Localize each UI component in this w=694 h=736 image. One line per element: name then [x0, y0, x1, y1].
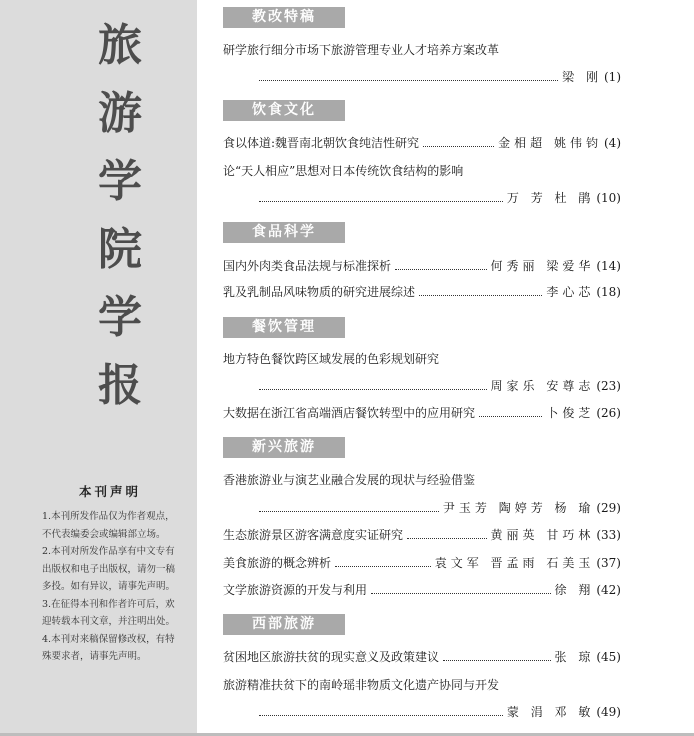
article-title[interactable]: 乳及乳制品风味物质的研究进展综述 — [223, 285, 416, 299]
article-page: (4) — [604, 136, 621, 150]
article-title[interactable]: 研学旅行细分市场下旅游管理专业人才培养方案改革 — [223, 43, 500, 57]
leader-dots — [259, 714, 503, 716]
section-header: 食品科学 — [223, 222, 345, 243]
article-entry[interactable] — [223, 257, 621, 275]
article-entry[interactable] — [255, 499, 621, 517]
article-title[interactable]: 大数据在浙江省高端酒店餐饮转型中的应用研究 — [223, 406, 476, 420]
notice-title: 本刊声明 — [78, 484, 141, 499]
article-entry[interactable] — [223, 581, 621, 599]
article-authors: 何秀丽 梁爱华 — [490, 259, 595, 273]
leader-dots — [259, 388, 487, 390]
leader-dots — [371, 592, 551, 594]
leader-dots — [335, 565, 431, 567]
article-page: (37) — [596, 556, 621, 570]
notice-list — [42, 508, 188, 666]
leader-dots — [259, 510, 439, 512]
article-entry[interactable] — [223, 404, 621, 422]
article-title[interactable]: 香港旅游业与演艺业融合发展的现状与经验借鉴 — [223, 473, 476, 487]
article-page: (29) — [596, 501, 621, 515]
section-header: 西部旅游 — [223, 614, 345, 635]
article-entry[interactable] — [223, 526, 621, 544]
article-page: (49) — [596, 705, 621, 719]
article-title[interactable]: 论“天人相应”思想对日本传统饮食结构的影响 — [223, 164, 464, 178]
table-of-contents — [197, 0, 694, 736]
article-page: (26) — [596, 406, 621, 420]
notice-line: 出版权和电子出版权，请勿一稿 — [42, 563, 176, 575]
article-entry[interactable] — [223, 283, 621, 301]
article-title-line[interactable] — [223, 41, 621, 59]
article-authors: 卜俊芝 — [546, 406, 595, 420]
leader-dots — [419, 294, 542, 296]
article-entry[interactable] — [223, 648, 621, 666]
journal-name-char: 游 — [98, 88, 142, 139]
journal-name-char: 学 — [98, 292, 142, 343]
article-authors: 蒙 涓 邓 敏 — [506, 705, 595, 719]
leader-dots — [443, 659, 551, 661]
article-authors: 万 芳 杜 鹃 — [506, 191, 595, 205]
leader-dots — [423, 145, 494, 147]
section-header: 教改特稿 — [223, 7, 345, 28]
article-authors: 李心芯 — [546, 285, 595, 299]
article-page: (33) — [596, 528, 621, 542]
article-page: (42) — [596, 583, 621, 597]
article-title[interactable]: 生态旅游景区游客满意度实证研究 — [223, 528, 404, 542]
article-page: (1) — [604, 70, 621, 84]
journal-name-char: 学 — [98, 156, 142, 207]
article-page: (14) — [596, 259, 621, 273]
article-authors: 徐 翔 — [554, 583, 595, 597]
article-title[interactable]: 国内外肉类食品法规与标准探析 — [223, 259, 392, 273]
sidebar-panel — [0, 0, 197, 736]
leader-dots — [259, 79, 558, 81]
article-entry[interactable] — [223, 134, 621, 152]
article-title[interactable]: 美食旅游的概念辨析 — [223, 556, 332, 570]
notice-line: 4.本刊对来稿保留修改权，有特 — [42, 633, 175, 645]
notice-line: 迎转载本刊文章，并注明出处。 — [42, 616, 176, 627]
article-title[interactable]: 地方特色餐饮跨区域发展的色彩规划研究 — [223, 352, 440, 366]
article-title-line[interactable] — [223, 162, 621, 180]
notice-line: 不代表编委会或编辑部立场。 — [42, 528, 166, 540]
notice-line: 殊要求者，请事先声明。 — [42, 651, 147, 662]
article-entry[interactable] — [255, 68, 621, 86]
article-title[interactable]: 旅游精准扶贫下的南岭瑶非物质文化遗产协同与开发 — [223, 678, 500, 692]
article-page: (10) — [596, 191, 621, 205]
article-page: (18) — [596, 285, 621, 299]
leader-dots — [395, 268, 487, 270]
leader-dots — [479, 415, 542, 417]
article-authors: 张 琼 — [554, 650, 595, 664]
article-authors: 金相超 姚伟钧 — [498, 136, 602, 150]
journal-name-char: 院 — [98, 224, 142, 275]
article-title[interactable]: 贫困地区旅游扶贫的现实意义及政策建议 — [223, 650, 440, 664]
article-title-line[interactable] — [223, 350, 621, 368]
section-header: 新兴旅游 — [223, 437, 345, 458]
article-authors: 黄丽英 甘巧林 — [490, 528, 595, 542]
article-page: (23) — [596, 379, 621, 393]
notice-line: 3.在征得本刊和作者许可后，欢 — [42, 598, 175, 610]
section-header: 饮食文化 — [223, 100, 345, 121]
article-authors: 梁 刚 — [562, 70, 602, 84]
article-title-line[interactable] — [223, 676, 621, 694]
article-title[interactable]: 文学旅游资源的开发与利用 — [223, 583, 368, 597]
journal-name-char: 报 — [98, 360, 142, 411]
article-authors: 尹玉芳 陶婷芳 杨 瑜 — [442, 501, 595, 515]
article-authors: 袁文军 晋孟雨 石美玉 — [434, 556, 595, 570]
article-entry[interactable] — [223, 554, 621, 572]
notice-line: 1.本刊所发作品仅为作者观点， — [42, 511, 175, 522]
journal-name — [94, 16, 146, 424]
article-entry[interactable] — [255, 189, 621, 207]
leader-dots — [407, 537, 487, 539]
article-entry[interactable] — [255, 703, 621, 721]
journal-name-char: 旅 — [98, 20, 142, 71]
article-authors: 周家乐 安尊志 — [490, 379, 595, 393]
article-page: (45) — [596, 650, 621, 664]
article-entry[interactable] — [255, 377, 621, 395]
notice-line: 2.本刊对所发作品享有中文专有 — [42, 546, 175, 557]
notice-line: 多投。如有异议，请事先声明。 — [42, 581, 176, 592]
article-title-line[interactable] — [223, 471, 621, 489]
article-title[interactable]: 食以体道:魏晋南北朝饮食纯洁性研究 — [223, 136, 420, 150]
section-header: 餐饮管理 — [223, 317, 345, 338]
leader-dots — [259, 200, 503, 202]
